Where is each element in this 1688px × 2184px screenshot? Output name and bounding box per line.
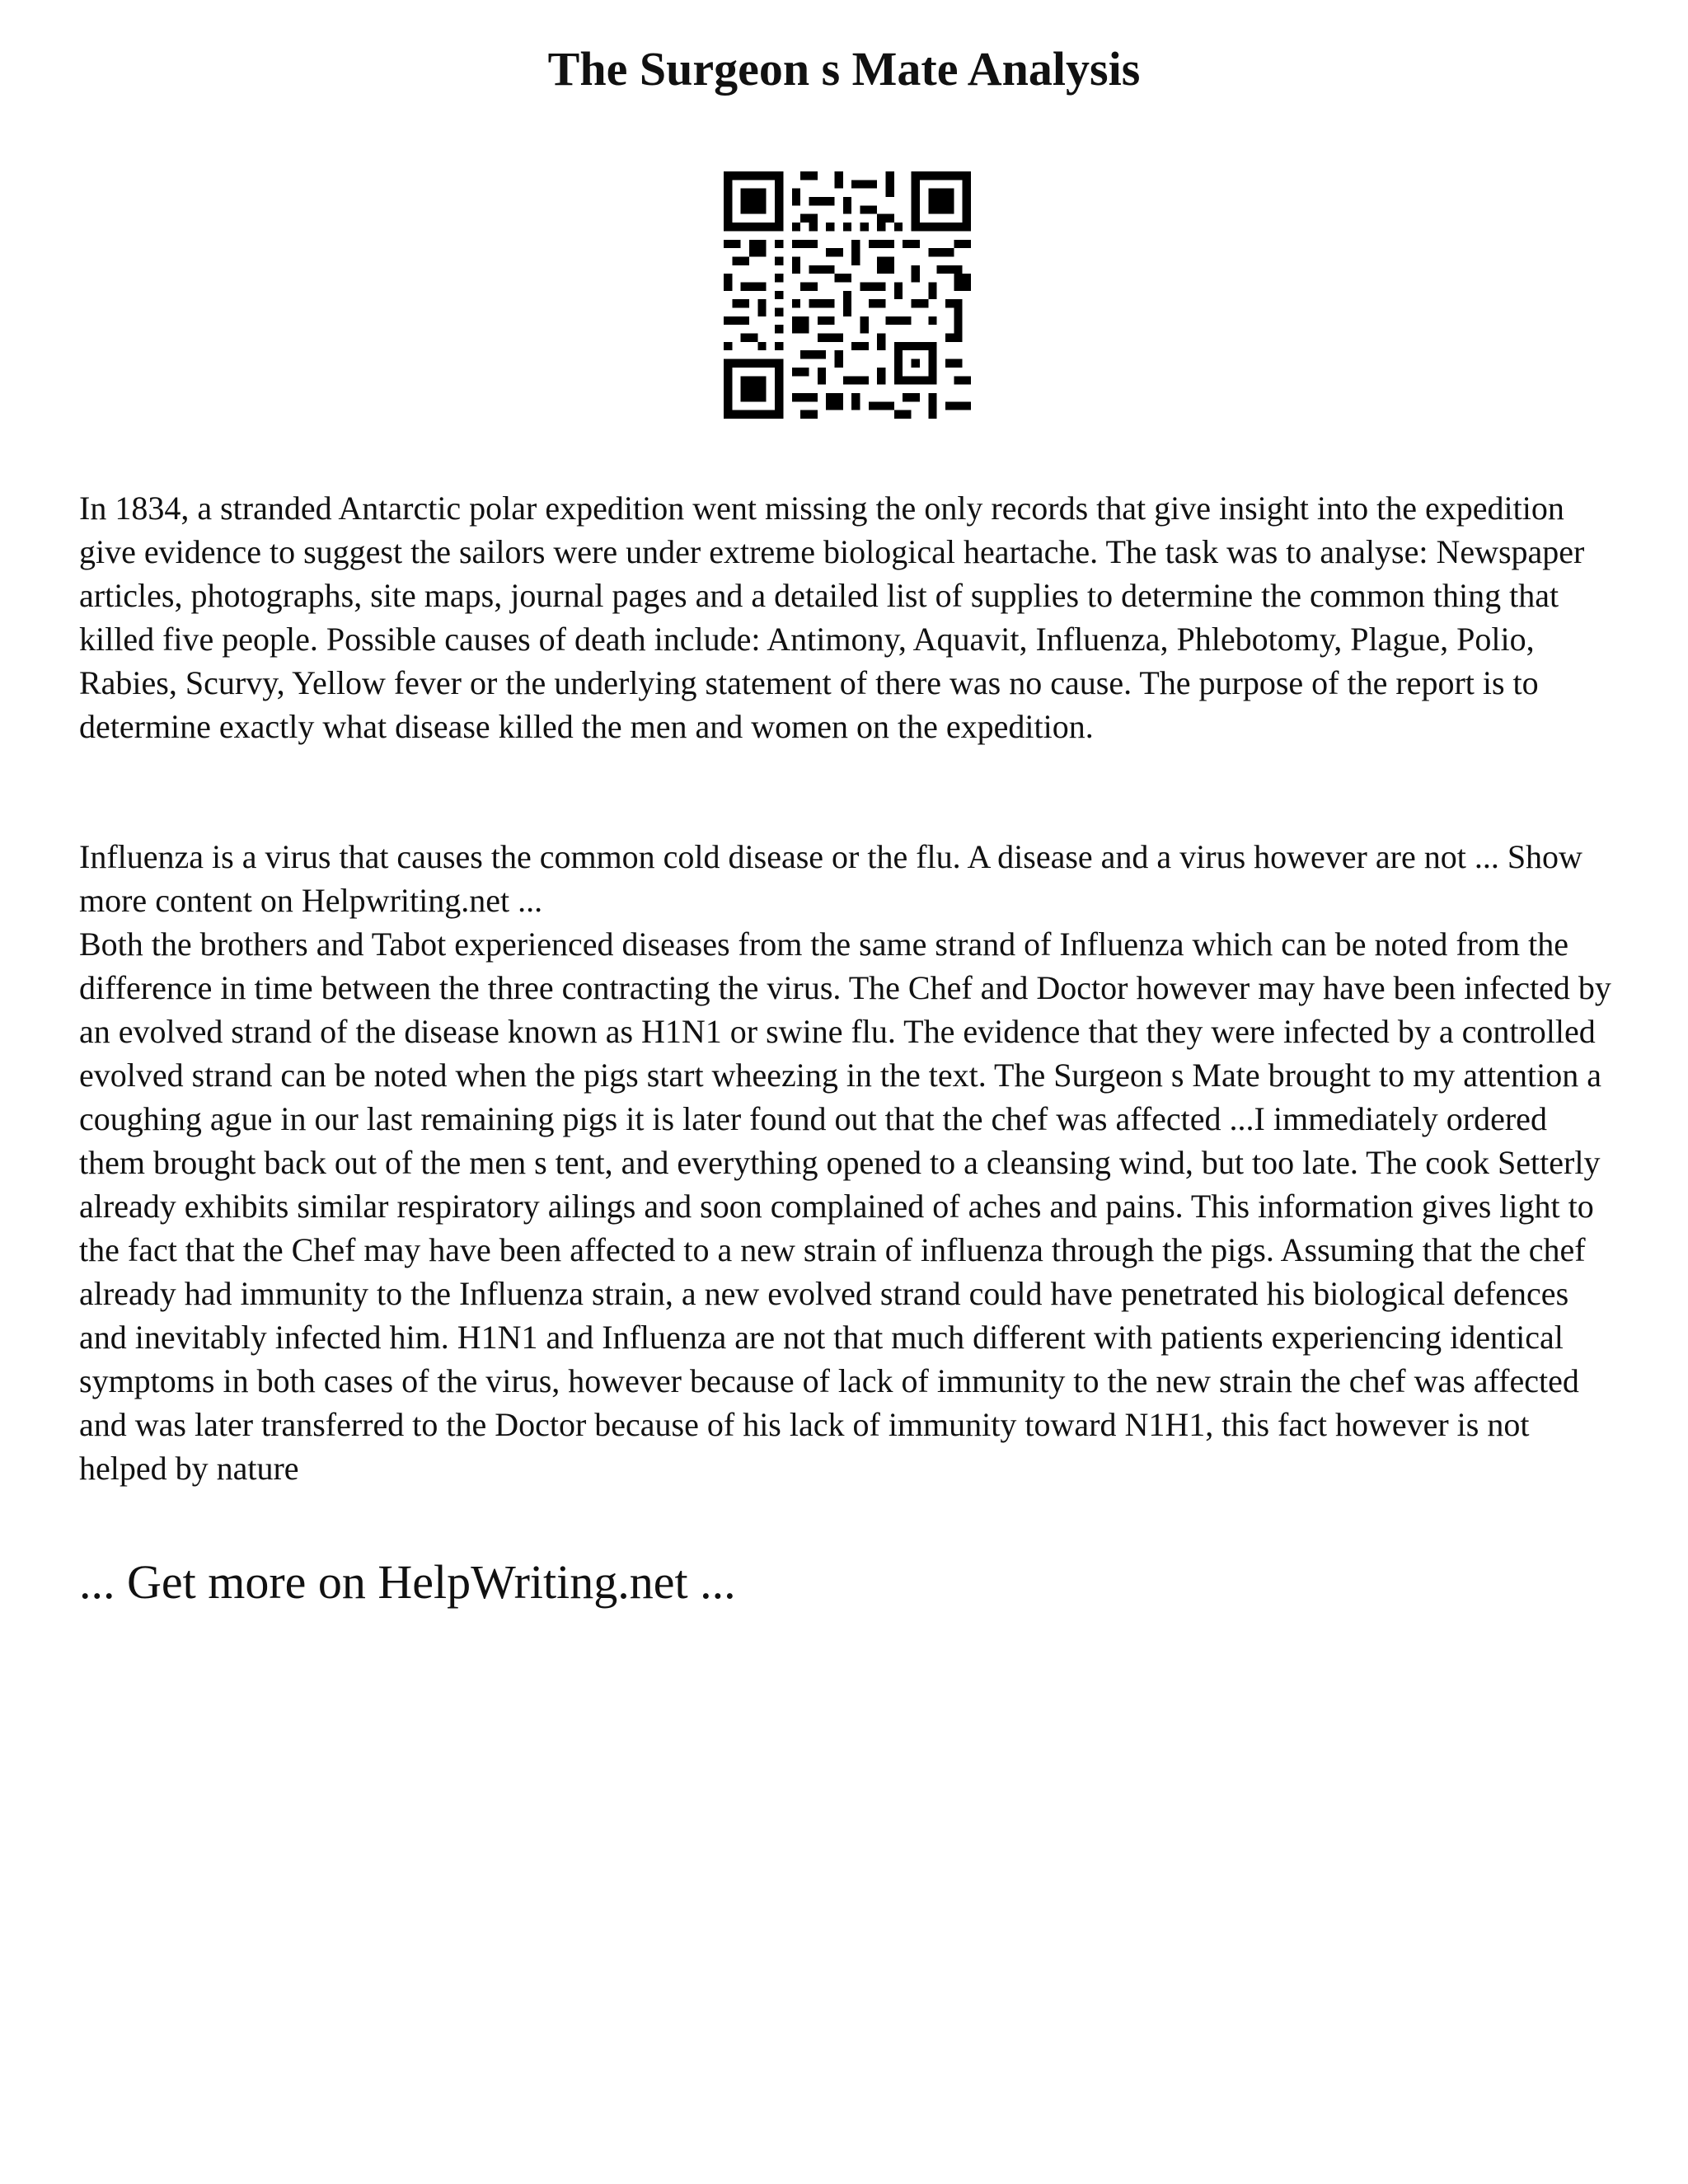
page-title: The Surgeon s Mate Analysis: [547, 42, 1141, 96]
intro-paragraph: In 1834, a stranded Antarctic polar expedition went missing the only records that give insight into the expedition give evidence to suggest the sailors were under extreme biological heartache. The task was to analyse: Newspaper articles, photographs, site maps, journal pages and a detailed list of supplies to determine the common thing that killed five people. Possible causes of death include: Antimony, Aquavit, Influenza, Phlebotomy, Plague, Polio, Rabies, Scurvy, Yellow fever or the underlying statement of there was no cause. The purpose of the report is to determine exactly what disease killed the men and women on the expedition.: [79, 490, 1585, 745]
paragraph-intro: Influenza is a virus that causes the common cold disease or the flu. A disease and a virus however are not ... Show more content on Helpwriting.net ...: [79, 838, 1582, 919]
paragraph-body: Both the brothers and Tabot experienced diseases from the same strand of Influenza which can be noted from the difference in time between the three contracting the virus. The Chef and Doctor however may have been infected by an evolved strand of the disease known as H1N1 or swine flu. The evidence that they were infected by a controlled evolved strand can be noted when the pigs start wheezing in the text. The Surgeon s Mate brought to my attention a coughing ague in our last remaining pigs it is later found out that the chef was affected ...I immediately ordered them brought back out of the men s tent, and everything opened to a cleansing wind, but too late. The cook Setterly already exhibits similar respiratory ailings and soon complained of aches and pains. This information gives light to the fact that the Chef may have been affected to a new strain of influenza through the pigs. Assuming that the chef already had immunity to the Influenza strain, a new evolved strand could have penetrated his biological defences and inevitably infected him. H1N1 and Influenza are not that much different with patients experiencing identical symptoms in both cases of the virus, however because of lack of immunity to the new strain the chef was affected and was later transferred to the Doctor because of his lack of immunity toward N1H1, this fact however is not helped by nature: [79, 926, 1611, 1487]
content-section: [79, 835, 1620, 1490]
qr-code-icon[interactable]: [724, 171, 971, 419]
get-more-link[interactable]: ... Get more on HelpWriting.net ...: [79, 1555, 736, 1609]
